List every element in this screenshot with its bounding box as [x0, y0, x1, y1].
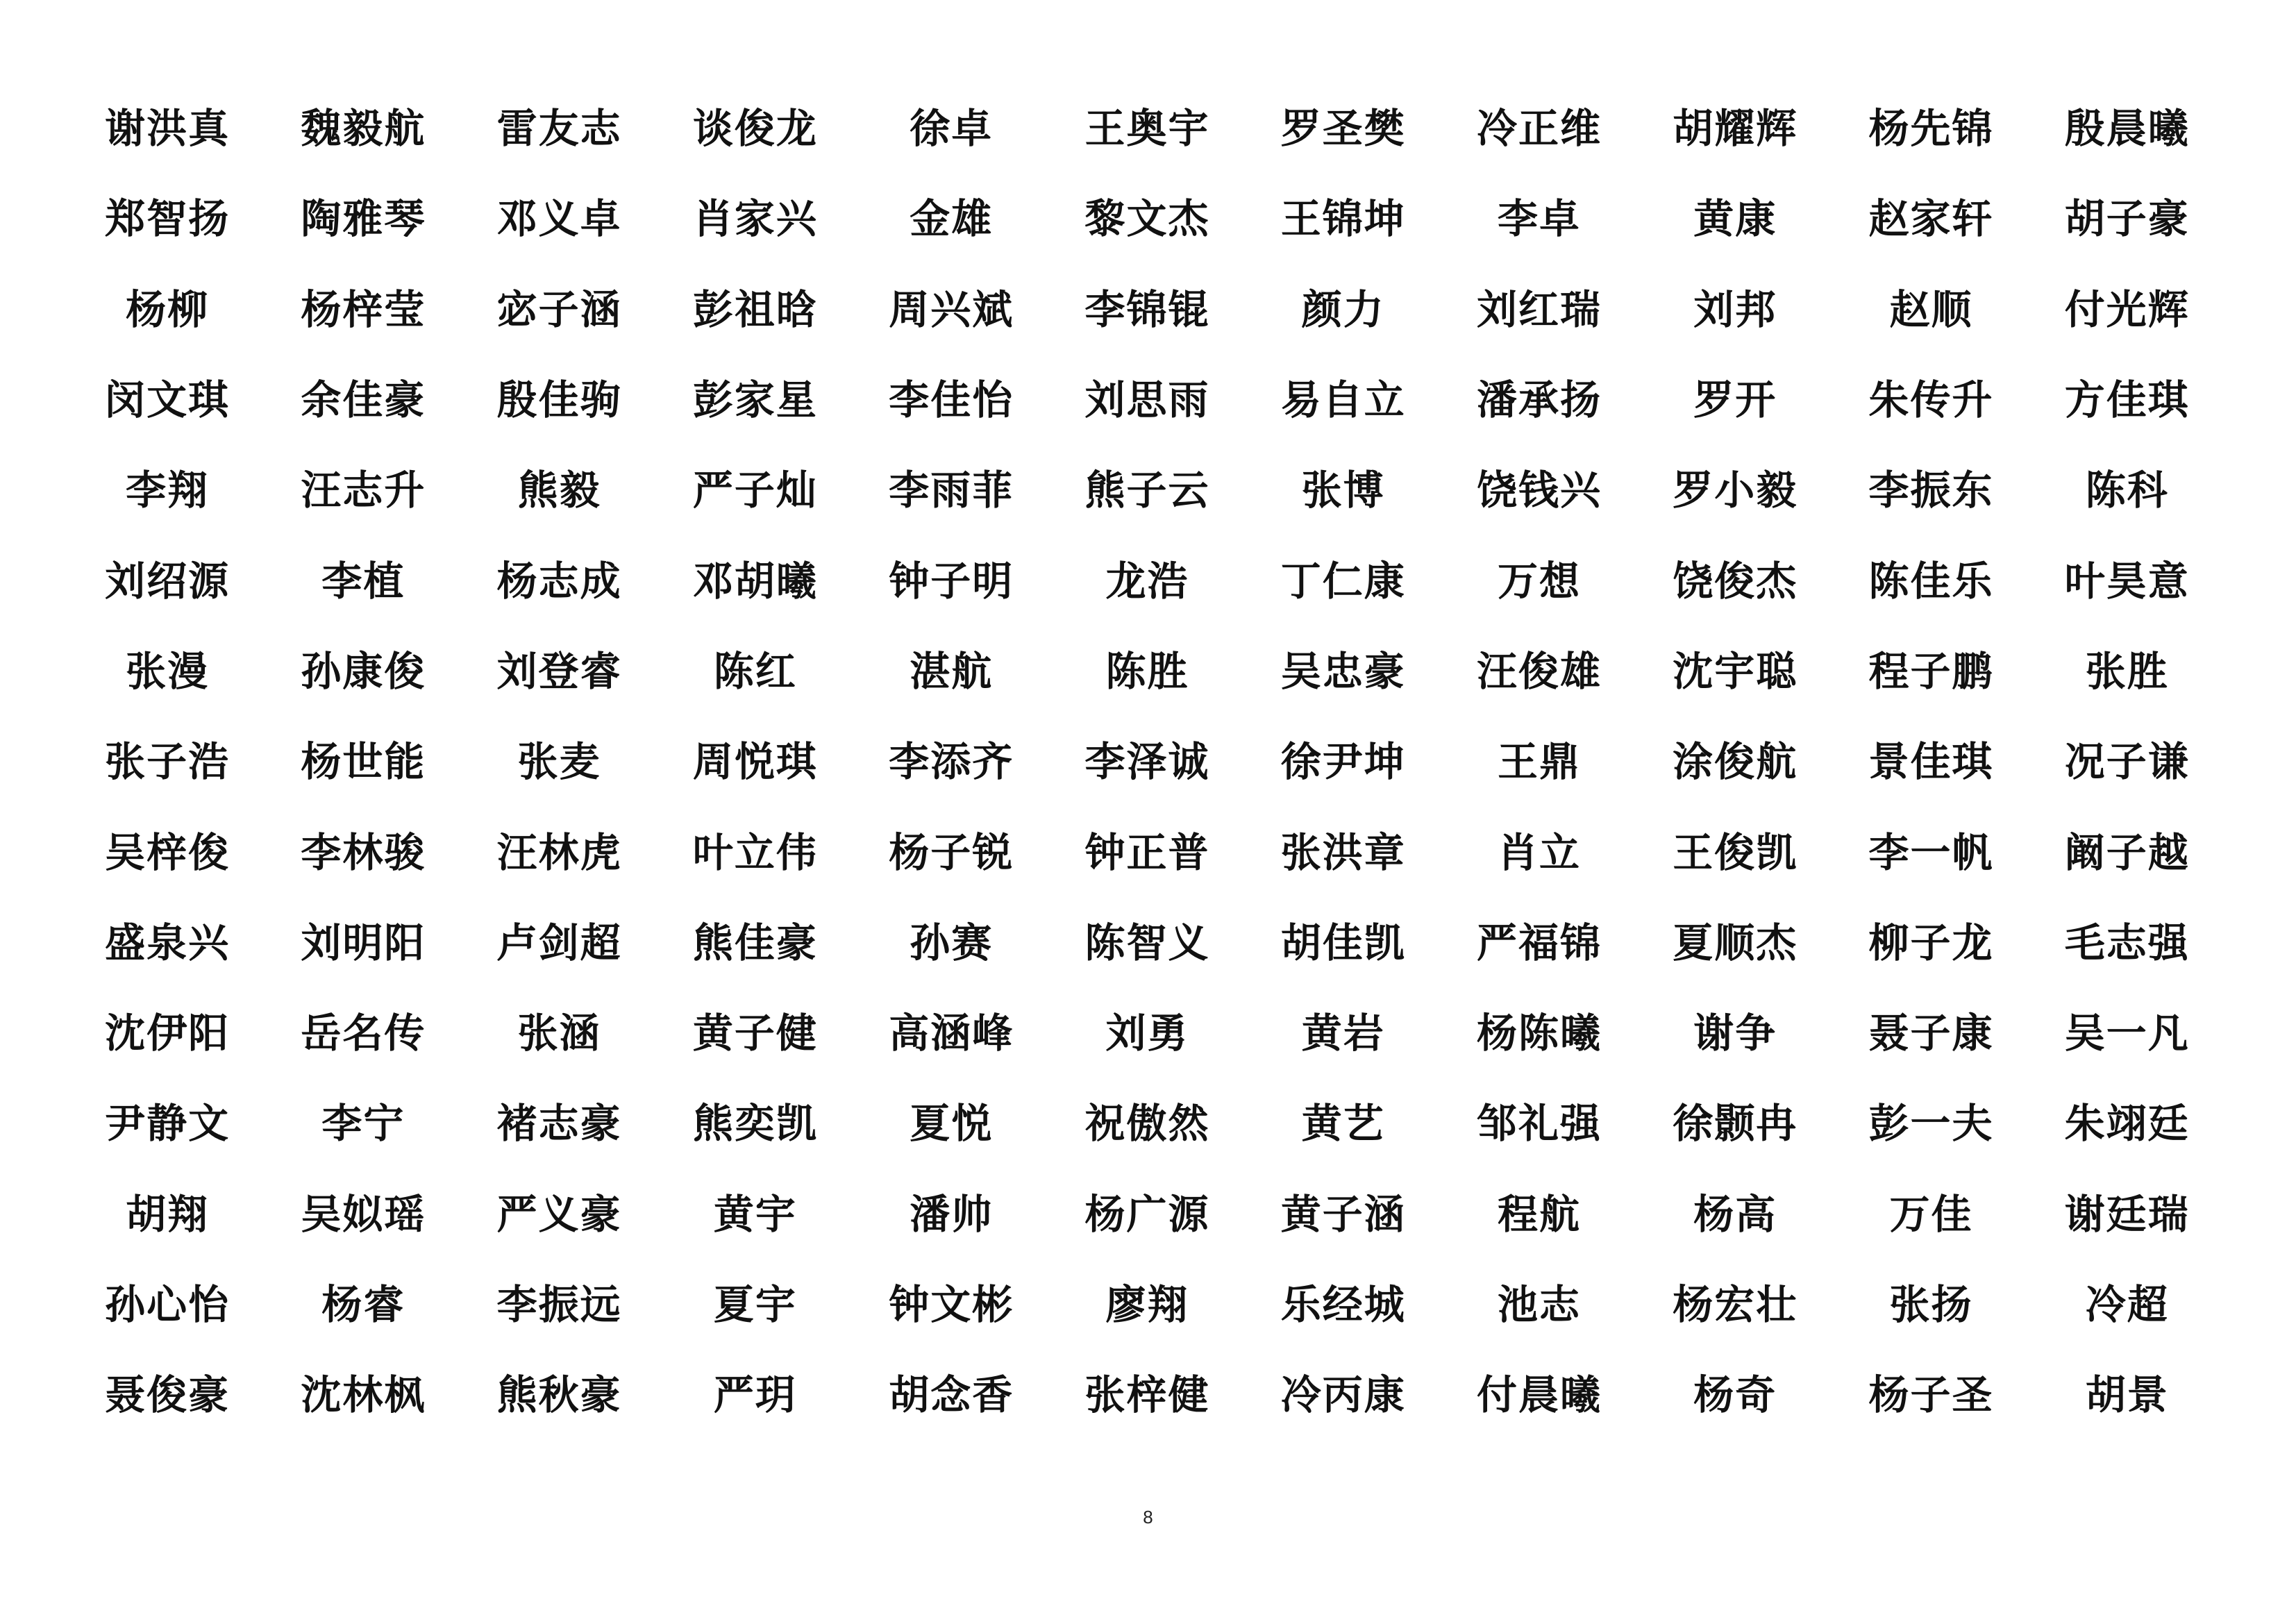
name-cell: 龙浩 [1105, 557, 1189, 605]
name-cell: 李植 [321, 557, 405, 605]
name-cell: 徐卓 [910, 105, 994, 153]
name-cell: 廖翔 [1105, 1281, 1189, 1328]
name-cell: 熊奕凯 [692, 1100, 818, 1148]
name-cell: 饶俊杰 [1673, 557, 1798, 605]
name-cell: 李宁 [321, 1100, 405, 1148]
name-cell: 钟正普 [1084, 828, 1210, 876]
name-cell: 李林骏 [301, 828, 426, 876]
name-cell: 严义豪 [496, 1190, 622, 1238]
name-cell: 池志 [1497, 1281, 1581, 1328]
name-cell: 杨子圣 [1868, 1371, 1994, 1419]
name-cell: 李泽诚 [1084, 738, 1210, 786]
name-cell: 柳子龙 [1868, 919, 1994, 966]
name-cell: 程子鹏 [1868, 647, 1994, 695]
name-cell: 钟文彬 [889, 1281, 1014, 1328]
name-cell: 陈佳乐 [1868, 557, 1994, 605]
name-cell: 张胜 [2085, 647, 2169, 695]
name-cell: 谢争 [1693, 1010, 1777, 1057]
name-cell: 丁仁康 [1280, 557, 1406, 605]
name-cell: 湛航 [910, 647, 994, 695]
name-cell: 杨广源 [1084, 1190, 1210, 1238]
name-cell: 张涵 [517, 1010, 601, 1057]
name-cell: 涂俊航 [1673, 738, 1798, 786]
name-cell: 罗圣樊 [1280, 105, 1406, 153]
name-cell: 夏悦 [910, 1100, 994, 1148]
name-cell: 雷友志 [496, 105, 622, 153]
name-cell: 闵文琪 [105, 376, 231, 424]
name-cell: 刘勇 [1105, 1010, 1189, 1057]
name-cell: 刘思雨 [1084, 376, 1210, 424]
name-cell: 肖家兴 [692, 195, 818, 243]
name-cell: 金雄 [910, 195, 994, 243]
name-cell: 杨柳 [126, 285, 210, 333]
name-cell: 杨宏壮 [1673, 1281, 1798, 1328]
name-cell: 杨奇 [1693, 1371, 1777, 1419]
name-cell: 杨高 [1693, 1190, 1777, 1238]
name-cell: 严福锦 [1476, 919, 1602, 966]
name-cell: 叶立伟 [692, 828, 818, 876]
name-cell: 张洪章 [1280, 828, 1406, 876]
name-cell: 李翔 [126, 467, 210, 514]
name-cell: 饶钱兴 [1476, 467, 1602, 514]
name-cell: 李振东 [1868, 467, 1994, 514]
name-cell: 冷超 [2085, 1281, 2169, 1328]
name-cell: 吴一凡 [2064, 1010, 2190, 1057]
name-cell: 阚子越 [2064, 828, 2190, 876]
name-cell: 杨先锦 [1868, 105, 1994, 153]
name-cell: 付晨曦 [1476, 1371, 1602, 1419]
name-cell: 李锦锟 [1084, 285, 1210, 333]
name-cell: 冷正维 [1476, 105, 1602, 153]
name-cell: 吴梓俊 [105, 828, 231, 876]
name-cell: 徐尹坤 [1280, 738, 1406, 786]
name-cell: 黄康 [1693, 195, 1777, 243]
name-cell: 张漫 [126, 647, 210, 695]
name-cell: 卢剑超 [496, 919, 622, 966]
name-cell: 谈俊龙 [692, 105, 818, 153]
name-cell: 潘帅 [910, 1190, 994, 1238]
name-cell: 黎文杰 [1084, 195, 1210, 243]
name-cell: 黄子涵 [1280, 1190, 1406, 1238]
name-grid [69, 83, 2225, 1440]
name-cell: 孙赛 [910, 919, 994, 966]
name-cell: 朱传升 [1868, 376, 1994, 424]
name-cell: 谢廷瑞 [2064, 1190, 2190, 1238]
name-cell: 刘红瑞 [1476, 285, 1602, 333]
name-cell: 李添齐 [889, 738, 1014, 786]
name-cell: 李卓 [1497, 195, 1581, 243]
name-cell: 景佳琪 [1868, 738, 1994, 786]
name-cell: 沈伊阳 [105, 1010, 231, 1057]
name-cell: 熊秋豪 [496, 1371, 622, 1419]
name-cell: 罗开 [1693, 376, 1777, 424]
name-cell: 胡念香 [889, 1371, 1014, 1419]
name-cell: 陈科 [2085, 467, 2169, 514]
name-cell: 李雨菲 [889, 467, 1014, 514]
name-cell: 邓义卓 [496, 195, 622, 243]
name-cell: 冷丙康 [1280, 1371, 1406, 1419]
name-cell: 陈智义 [1084, 919, 1210, 966]
name-cell: 孙心怡 [105, 1281, 231, 1328]
name-cell: 赵顺 [1889, 285, 1973, 333]
name-cell: 殷晨曦 [2064, 105, 2190, 153]
name-cell: 张子浩 [105, 738, 231, 786]
name-cell: 颜力 [1301, 285, 1385, 333]
name-cell: 褚志豪 [496, 1100, 622, 1148]
name-cell: 夏宇 [713, 1281, 797, 1328]
name-cell: 宓子涵 [496, 285, 622, 333]
name-cell: 刘登睿 [496, 647, 622, 695]
name-cell: 周悦琪 [692, 738, 818, 786]
name-cell: 叶昊意 [2064, 557, 2190, 605]
name-cell: 聂俊豪 [105, 1371, 231, 1419]
name-cell: 周兴斌 [889, 285, 1014, 333]
name-cell: 汪俊雄 [1476, 647, 1602, 695]
name-cell: 谢洪真 [105, 105, 231, 153]
name-cell: 彭祖晗 [692, 285, 818, 333]
name-cell: 尹静文 [105, 1100, 231, 1148]
name-cell: 夏顺杰 [1673, 919, 1798, 966]
name-cell: 黄岩 [1301, 1010, 1385, 1057]
name-cell: 刘绍源 [105, 557, 231, 605]
name-cell: 况子谦 [2064, 738, 2190, 786]
name-cell: 李一帆 [1868, 828, 1994, 876]
page-number: 8 [1143, 1507, 1153, 1527]
name-cell: 陈红 [713, 647, 797, 695]
name-cell: 孙康俊 [301, 647, 426, 695]
name-cell: 赵家轩 [1868, 195, 1994, 243]
name-cell: 刘明阳 [301, 919, 426, 966]
name-cell: 郑智扬 [105, 195, 231, 243]
name-cell: 杨世能 [301, 738, 426, 786]
name-cell: 张麦 [517, 738, 601, 786]
name-cell: 陈胜 [1105, 647, 1189, 695]
name-cell: 杨梓莹 [301, 285, 426, 333]
name-cell: 熊毅 [517, 467, 601, 514]
name-cell: 肖立 [1497, 828, 1581, 876]
name-cell: 张扬 [1889, 1281, 1973, 1328]
name-cell: 聂子康 [1868, 1010, 1994, 1057]
name-cell: 刘邦 [1693, 285, 1777, 333]
name-cell: 王奥宇 [1084, 105, 1210, 153]
name-cell: 祝傲然 [1084, 1100, 1210, 1148]
name-cell: 汪林虎 [496, 828, 622, 876]
name-cell: 熊子云 [1084, 467, 1210, 514]
name-cell: 黄宇 [713, 1190, 797, 1238]
name-cell: 沈林枫 [301, 1371, 426, 1419]
name-cell: 李佳怡 [889, 376, 1014, 424]
name-cell: 胡景 [2085, 1371, 2169, 1419]
name-cell: 高涵峰 [889, 1010, 1014, 1057]
name-cell: 李振远 [496, 1281, 622, 1328]
name-cell: 岳名传 [301, 1010, 426, 1057]
name-cell: 徐颢冉 [1673, 1100, 1798, 1148]
name-cell: 邓胡曦 [692, 557, 818, 605]
name-cell: 胡佳凯 [1280, 919, 1406, 966]
name-cell: 黄艺 [1301, 1100, 1385, 1148]
name-cell: 熊佳豪 [692, 919, 818, 966]
name-cell: 胡耀辉 [1673, 105, 1798, 153]
name-cell: 朱翊廷 [2064, 1100, 2190, 1148]
name-cell: 钟子明 [889, 557, 1014, 605]
name-cell: 万佳 [1889, 1190, 1973, 1238]
name-cell: 陶雅琴 [301, 195, 426, 243]
name-cell: 胡子豪 [2064, 195, 2190, 243]
name-cell: 杨志成 [496, 557, 622, 605]
name-cell: 王鼎 [1497, 738, 1581, 786]
name-cell: 吴忠豪 [1280, 647, 1406, 695]
name-cell: 邹礼强 [1476, 1100, 1602, 1148]
name-cell: 张梓健 [1084, 1371, 1210, 1419]
name-cell: 黄子健 [692, 1010, 818, 1057]
name-cell: 毛志强 [2064, 919, 2190, 966]
name-cell: 杨睿 [321, 1281, 405, 1328]
name-cell: 万想 [1497, 557, 1581, 605]
name-cell: 易自立 [1280, 376, 1406, 424]
name-cell: 彭一夫 [1868, 1100, 1994, 1148]
name-cell: 魏毅航 [301, 105, 426, 153]
name-cell: 罗小毅 [1673, 467, 1798, 514]
name-cell: 张博 [1301, 467, 1385, 514]
name-cell: 潘承扬 [1476, 376, 1602, 424]
name-cell: 王俊凯 [1673, 828, 1798, 876]
name-cell: 胡翔 [126, 1190, 210, 1238]
name-cell: 程航 [1497, 1190, 1581, 1238]
name-cell: 杨子锐 [889, 828, 1014, 876]
name-cell: 吴姒瑶 [301, 1190, 426, 1238]
name-cell: 杨陈曦 [1476, 1010, 1602, 1057]
name-cell: 盛泉兴 [105, 919, 231, 966]
name-cell: 乐经城 [1280, 1281, 1406, 1328]
name-cell: 王锦坤 [1280, 195, 1406, 243]
name-cell: 付光辉 [2064, 285, 2190, 333]
name-cell: 汪志升 [301, 467, 426, 514]
name-cell: 余佳豪 [301, 376, 426, 424]
name-cell: 彭家星 [692, 376, 818, 424]
name-cell: 方佳琪 [2064, 376, 2190, 424]
name-cell: 严子灿 [692, 467, 818, 514]
name-cell: 严玥 [713, 1371, 797, 1419]
name-cell: 殷佳驹 [496, 376, 622, 424]
name-cell: 沈宇聪 [1673, 647, 1798, 695]
